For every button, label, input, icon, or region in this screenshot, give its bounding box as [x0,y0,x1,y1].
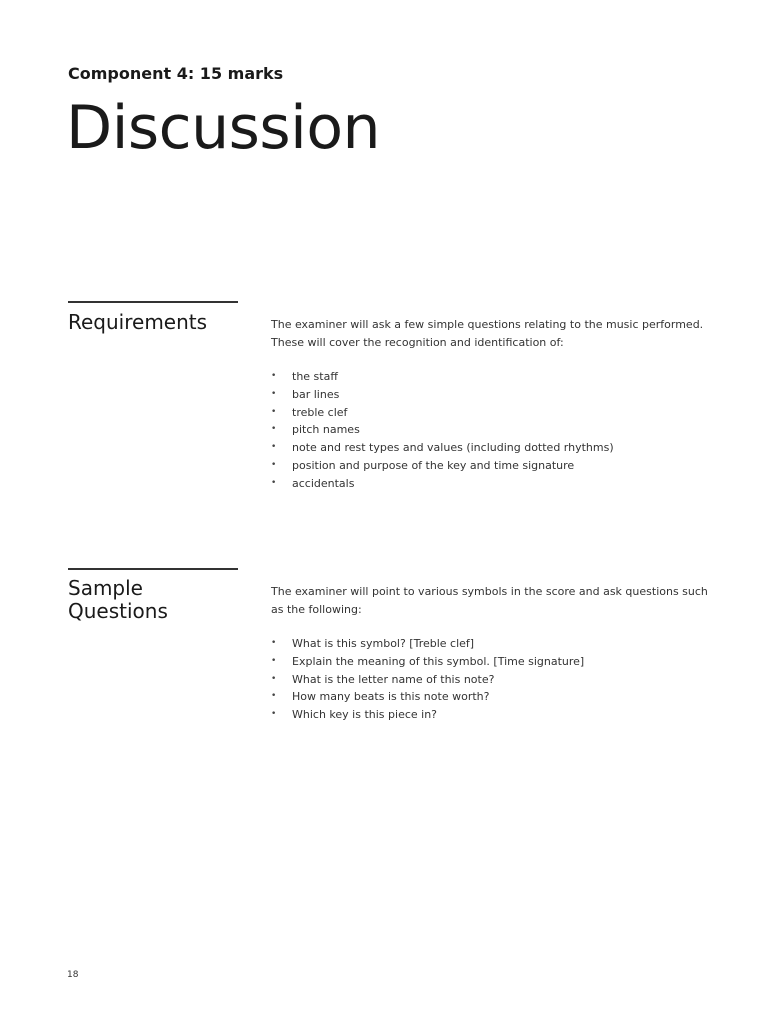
list-item-text: position and purpose of the key and time signature [292,458,575,472]
list-item-text: the staff [292,370,338,383]
requirements-heading: Requirements [68,310,208,334]
list-item-text: pitch names [292,423,360,437]
sample-questions-list [271,635,716,724]
page-number: 18 [67,970,79,980]
section-divider [68,301,238,303]
list-item [271,671,716,689]
sample-questions-body [271,583,716,724]
list-item [271,457,716,475]
sample-questions-heading: Sample Questions [68,576,168,623]
list-item-text: note and rest types and values (including dotted rhythms) [292,441,614,455]
requirements-list [271,368,716,493]
list-item [271,421,716,439]
bullet-icon: • [271,655,277,666]
list-item [271,404,716,422]
list-item-text: How many beats is this note worth? [292,690,490,704]
list-item-text: bar lines [292,387,340,401]
list-item-text: treble clef [292,405,348,419]
list-item [271,439,716,457]
list-item [271,386,716,404]
bullet-icon: • [271,388,277,399]
requirements-body [271,316,716,493]
bullet-icon: • [271,477,277,488]
bullet-icon: • [271,424,277,435]
list-item [271,368,716,386]
bullet-icon: • [271,691,277,702]
bullet-icon: • [271,371,277,381]
bullet-icon: • [271,673,277,684]
bullet-icon: • [271,406,277,417]
list-item [271,475,716,493]
list-item [271,688,716,706]
page-title: Discussion [66,93,381,163]
component-label: Component 4: 15 marks [68,64,284,83]
list-item-text: accidentals [292,476,355,490]
bullet-icon: • [271,459,277,470]
list-item-text: Explain the meaning of this symbol. [Time signature] [292,654,585,668]
bullet-icon: • [271,709,277,720]
requirements-intro: The examiner will ask a few simple questions relating to the music performed. These will cover the recognition and identification of: [271,318,704,349]
bullet-icon: • [271,442,277,453]
list-item-text: Which key is this piece in? [292,708,438,722]
list-item [271,706,716,724]
sample-questions-intro: The examiner will point to various symbols in the score and ask questions such as the following: [271,585,708,616]
bullet-icon: • [271,638,277,648]
list-item [271,653,716,671]
section-divider [68,568,238,570]
list-item-text: What is the letter name of this note? [292,672,495,686]
list-item [271,635,716,653]
list-item-text: What is this symbol? [Treble clef] [292,637,475,650]
